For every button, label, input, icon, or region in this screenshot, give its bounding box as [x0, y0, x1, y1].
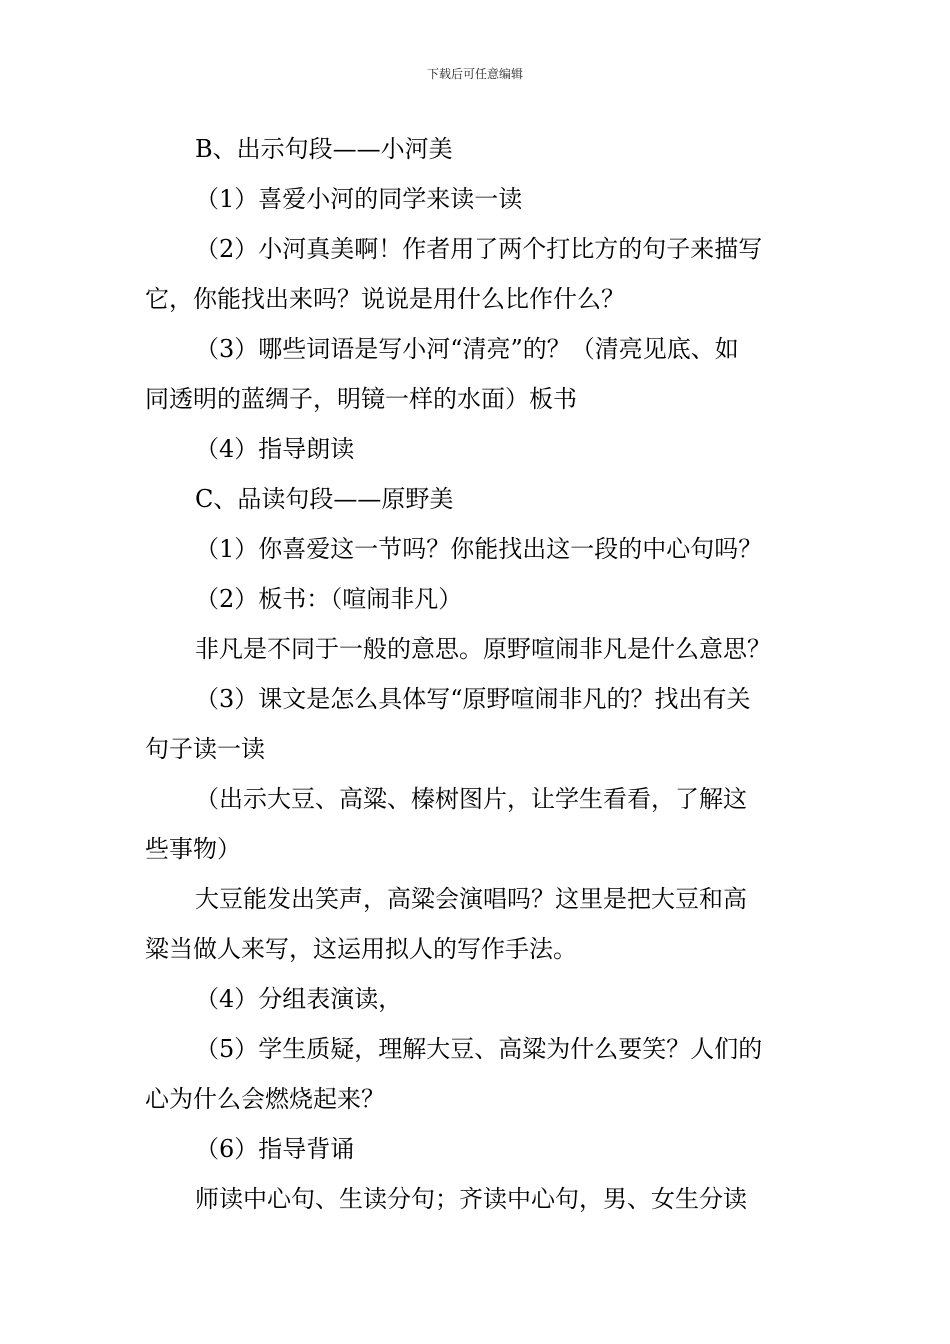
paragraph: （6）指导背诵 — [195, 1135, 355, 1163]
document-body — [145, 124, 805, 1224]
paragraph: （1）你喜爱这一节吗？你能找出这一段的中心句吗？ — [195, 535, 763, 563]
paragraph: （3）哪些词语是写小河“清亮”的？（清亮见底、如 同透明的蓝绸子，明镜一样的水面）板书 — [145, 335, 739, 413]
paragraph: C、品读句段——原野美 — [195, 485, 454, 513]
page-header: 下载后可任意编辑 — [426, 67, 523, 81]
paragraph: （2）小河真美啊！作者用了两个打比方的句子来描写 它，你能找出来吗？说说是用什么比作什么？ — [145, 235, 763, 313]
paragraph: （4）分组表演读， — [195, 985, 403, 1013]
paragraph: （1）喜爱小河的同学来读一读 — [195, 185, 523, 213]
paragraph: B、出示句段——小河美 — [195, 135, 453, 163]
paragraph: （3）课文是怎么具体写“原野喧闹非凡的？找出有关 句子读一读 — [145, 685, 751, 763]
paragraph: 师读中心句、生读分句；齐读中心句，男、女生分读 — [195, 1185, 747, 1213]
paragraph: 非凡是不同于一般的意思。原野喧闹非凡是什么意思？ — [195, 635, 771, 663]
paragraph: （2）板书：（喧闹非凡） — [195, 585, 463, 613]
paragraph: （4）指导朗读 — [195, 435, 355, 463]
paragraph: 大豆能发出笑声，高粱会演唱吗？这里是把大豆和高 粱当做人来写，这运用拟人的写作手法。 — [145, 885, 747, 963]
paragraph: （5）学生质疑，理解大豆、高粱为什么要笑？人们的 心为什么会燃烧起来？ — [145, 1035, 763, 1113]
paragraph: （出示大豆、高粱、榛树图片，让学生看看，了解这 些事物） — [145, 785, 747, 863]
